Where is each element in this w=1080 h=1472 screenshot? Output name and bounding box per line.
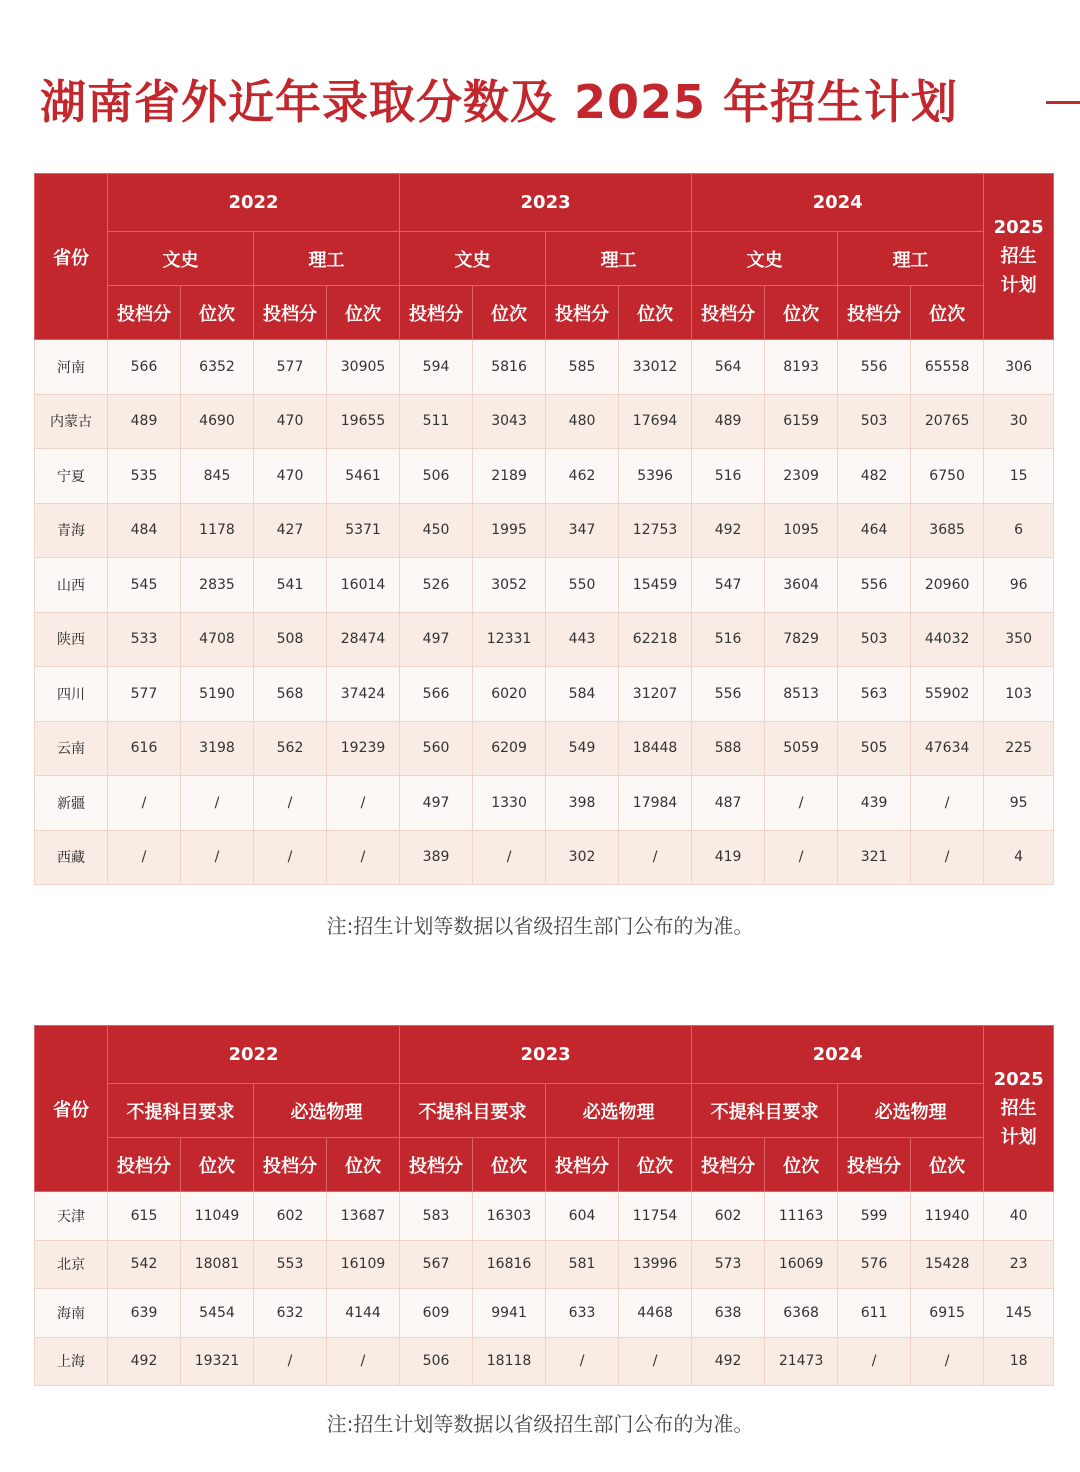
plan-header-line: 招生 [1000,1098,1037,1119]
rank-cell: 28474 [327,612,400,667]
plan-cell: 40 [984,1192,1054,1241]
rank-cell: 55902 [911,667,984,722]
rank-cell: 2189 [473,449,546,504]
rank-cell: 5371 [327,503,400,558]
score-cell: 584 [546,667,619,722]
score-cell: 581 [546,1240,619,1289]
plan-cell: 350 [984,612,1054,667]
metric-header: 投档分 [254,286,327,340]
rank-cell: 7829 [765,612,838,667]
rank-cell: 18448 [619,721,692,776]
score-cell: 550 [546,558,619,613]
metric-header: 投档分 [838,286,911,340]
metric-header: 位次 [765,286,838,340]
score-cell: 492 [692,503,765,558]
rank-cell: 11940 [911,1192,984,1241]
score-cell: 583 [400,1192,473,1241]
score-cell: 566 [400,667,473,722]
rank-cell: 18118 [473,1337,546,1386]
score-cell: 470 [254,394,327,449]
score-cell: 480 [546,394,619,449]
rank-cell: 12331 [473,612,546,667]
score-cell: 526 [400,558,473,613]
rank-cell: 3198 [181,721,254,776]
rank-cell: 6352 [181,340,254,395]
rank-cell: 6915 [911,1289,984,1338]
plan-cell: 23 [984,1240,1054,1289]
table-row [35,449,1054,504]
year-header: 2024 [692,174,984,232]
metric-header: 投档分 [400,1138,473,1192]
plan-header-line: 计划 [1000,275,1037,296]
score-cell: 549 [546,721,619,776]
score-cell: / [546,1337,619,1386]
rank-cell: 33012 [619,340,692,395]
track-header: 文史 [108,232,254,286]
rank-cell: / [473,830,546,885]
score-cell: 497 [400,612,473,667]
score-cell: 556 [838,558,911,613]
table-row [35,1192,1054,1241]
plan-cell: 18 [984,1337,1054,1386]
track-header: 理工 [254,232,400,286]
year-header: 2022 [108,174,400,232]
plan-cell: 103 [984,667,1054,722]
table-row [35,1289,1054,1338]
score-cell: 604 [546,1192,619,1241]
rank-cell: 3043 [473,394,546,449]
province-cell: 内蒙古 [35,394,108,449]
score-cell: 347 [546,503,619,558]
score-cell: 564 [692,340,765,395]
province-cell: 西藏 [35,830,108,885]
province-cell: 山西 [35,558,108,613]
score-cell: 594 [400,340,473,395]
province-cell: 宁夏 [35,449,108,504]
score-cell: 482 [838,449,911,504]
rank-cell: 4144 [327,1289,400,1338]
score-cell: 599 [838,1192,911,1241]
rank-cell: 19321 [181,1337,254,1386]
rank-cell: 1178 [181,503,254,558]
score-cell: 577 [254,340,327,395]
rank-cell: 4690 [181,394,254,449]
rank-cell: 6159 [765,394,838,449]
score-cell: 615 [108,1192,181,1241]
rank-cell: / [619,830,692,885]
province-cell: 青海 [35,503,108,558]
score-cell: / [108,776,181,831]
rank-cell: 15459 [619,558,692,613]
score-cell: 588 [692,721,765,776]
score-cell: 439 [838,776,911,831]
rank-cell: 31207 [619,667,692,722]
rank-cell: 4708 [181,612,254,667]
score-cell: 489 [108,394,181,449]
score-cell: 567 [400,1240,473,1289]
province-header: 省份 [35,174,108,340]
table-row [35,1337,1054,1386]
score-table-2 [34,1025,1054,1386]
metric-header: 位次 [911,286,984,340]
rank-cell: 16069 [765,1240,838,1289]
footnote: 注:招生计划等数据以省级招生部门公布的为准。 [326,914,754,938]
score-cell: 638 [692,1289,765,1338]
plan-cell: 6 [984,503,1054,558]
rank-cell: / [765,830,838,885]
rank-cell: 1995 [473,503,546,558]
score-cell: 639 [108,1289,181,1338]
table-body [35,340,1054,885]
plan-cell: 15 [984,449,1054,504]
track-header: 必选物理 [838,1084,984,1138]
plan-cell: 95 [984,776,1054,831]
rank-cell: 9941 [473,1289,546,1338]
plan-cell: 96 [984,558,1054,613]
title-rule [1046,101,1080,104]
rank-cell: 3685 [911,503,984,558]
metric-header: 位次 [473,1138,546,1192]
rank-cell: 16816 [473,1240,546,1289]
rank-cell: 5190 [181,667,254,722]
score-cell: 560 [400,721,473,776]
track-header: 不提科目要求 [108,1084,254,1138]
plan-header-line: 2025 [993,217,1044,238]
rank-cell: 6750 [911,449,984,504]
metric-header: 位次 [619,1138,692,1192]
plan-cell: 306 [984,340,1054,395]
table-row [35,503,1054,558]
rank-cell: 1330 [473,776,546,831]
score-cell: 563 [838,667,911,722]
footnote: 注:招生计划等数据以省级招生部门公布的为准。 [326,1412,754,1436]
rank-cell: 19239 [327,721,400,776]
rank-cell: 16303 [473,1192,546,1241]
rank-cell: 8513 [765,667,838,722]
score-cell: 398 [546,776,619,831]
metric-header: 投档分 [108,1138,181,1192]
metric-header: 位次 [619,286,692,340]
track-header: 必选物理 [546,1084,692,1138]
metric-header: 位次 [327,1138,400,1192]
score-cell: 489 [692,394,765,449]
metric-header: 位次 [473,286,546,340]
plan-header-line: 2025 [993,1069,1044,1090]
rank-cell: 845 [181,449,254,504]
rank-cell: 11754 [619,1192,692,1241]
score-cell: 556 [692,667,765,722]
score-cell: / [838,1337,911,1386]
score-cell: / [108,830,181,885]
score-cell: 503 [838,612,911,667]
metric-header: 投档分 [692,286,765,340]
score-cell: 568 [254,667,327,722]
score-cell: 464 [838,503,911,558]
score-cell: 511 [400,394,473,449]
score-cell: 602 [692,1192,765,1241]
metric-header: 投档分 [254,1138,327,1192]
rank-cell: 16109 [327,1240,400,1289]
rank-cell: 11049 [181,1192,254,1241]
rank-cell: 5461 [327,449,400,504]
score-cell: 602 [254,1192,327,1241]
metric-header: 位次 [765,1138,838,1192]
rank-cell: 37424 [327,667,400,722]
rank-cell: 5396 [619,449,692,504]
rank-cell: 20765 [911,394,984,449]
track-header: 不提科目要求 [692,1084,838,1138]
score-cell: 506 [400,449,473,504]
rank-cell: 12753 [619,503,692,558]
score-cell: 497 [400,776,473,831]
plan-cell: 4 [984,830,1054,885]
score-cell: / [254,830,327,885]
rank-cell: 1095 [765,503,838,558]
rank-cell: / [181,830,254,885]
rank-cell: 13687 [327,1192,400,1241]
rank-cell: 3052 [473,558,546,613]
rank-cell: 13996 [619,1240,692,1289]
rank-cell: 8193 [765,340,838,395]
table-body [35,1192,1054,1386]
province-cell: 天津 [35,1192,108,1241]
metric-header: 位次 [181,1138,254,1192]
rank-cell: 65558 [911,340,984,395]
plan-header-line: 招生 [1000,246,1037,267]
score-cell: 505 [838,721,911,776]
score-cell: 556 [838,340,911,395]
score-cell: 503 [838,394,911,449]
score-cell: 541 [254,558,327,613]
score-cell: / [254,776,327,831]
metric-header: 投档分 [108,286,181,340]
rank-cell: 5816 [473,340,546,395]
score-cell: 633 [546,1289,619,1338]
score-cell: 585 [546,340,619,395]
rank-cell: 18081 [181,1240,254,1289]
score-cell: 542 [108,1240,181,1289]
score-cell: 302 [546,830,619,885]
score-cell: 508 [254,612,327,667]
rank-cell: / [327,776,400,831]
track-header: 理工 [838,232,984,286]
rank-cell: / [911,1337,984,1386]
rank-cell: / [911,830,984,885]
score-cell: 492 [692,1337,765,1386]
rank-cell: 2309 [765,449,838,504]
province-cell: 上海 [35,1337,108,1386]
score-cell: 484 [108,503,181,558]
plan-cell: 225 [984,721,1054,776]
rank-cell: 21473 [765,1337,838,1386]
track-header: 必选物理 [254,1084,400,1138]
plan-header-line: 计划 [1000,1127,1037,1148]
score-cell: 577 [108,667,181,722]
rank-cell: 47634 [911,721,984,776]
metric-header: 位次 [911,1138,984,1192]
table-row [35,830,1054,885]
rank-cell: 19655 [327,394,400,449]
score-cell: 487 [692,776,765,831]
plan-cell: 30 [984,394,1054,449]
rank-cell: 20960 [911,558,984,613]
score-cell: 609 [400,1289,473,1338]
score-cell: 576 [838,1240,911,1289]
rank-cell: 44032 [911,612,984,667]
table-row [35,558,1054,613]
rank-cell: / [619,1337,692,1386]
rank-cell: 11163 [765,1192,838,1241]
province-cell: 新疆 [35,776,108,831]
score-cell: 321 [838,830,911,885]
score-cell: 545 [108,558,181,613]
score-cell: 616 [108,721,181,776]
rank-cell: 62218 [619,612,692,667]
score-cell: 443 [546,612,619,667]
rank-cell: 5059 [765,721,838,776]
track-header: 不提科目要求 [400,1084,546,1138]
score-cell: 553 [254,1240,327,1289]
rank-cell: 17984 [619,776,692,831]
metric-header: 投档分 [692,1138,765,1192]
score-cell: 516 [692,449,765,504]
rank-cell: 30905 [327,340,400,395]
score-cell: 462 [546,449,619,504]
track-header: 理工 [546,232,692,286]
rank-cell: / [327,830,400,885]
rank-cell: 17694 [619,394,692,449]
year-header: 2024 [692,1026,984,1084]
rank-cell: / [327,1337,400,1386]
score-cell: 516 [692,612,765,667]
province-cell: 陕西 [35,612,108,667]
year-header: 2022 [108,1026,400,1084]
province-cell: 北京 [35,1240,108,1289]
metric-header: 位次 [327,286,400,340]
province-cell: 云南 [35,721,108,776]
rank-cell: 6020 [473,667,546,722]
plan-header [984,1026,1054,1192]
rank-cell: 2835 [181,558,254,613]
rank-cell: / [911,776,984,831]
province-cell: 河南 [35,340,108,395]
score-cell: 611 [838,1289,911,1338]
score-cell: 573 [692,1240,765,1289]
table-row [35,340,1054,395]
metric-header: 投档分 [400,286,473,340]
rank-cell: 16014 [327,558,400,613]
rank-cell: / [181,776,254,831]
score-cell: 562 [254,721,327,776]
province-cell: 海南 [35,1289,108,1338]
score-cell: 419 [692,830,765,885]
year-header: 2023 [400,174,692,232]
score-cell: 450 [400,503,473,558]
score-cell: 506 [400,1337,473,1386]
rank-cell: 6209 [473,721,546,776]
page-title: 湖南省外近年录取分数及 2025 年招生计划 [40,75,959,129]
table-row [35,394,1054,449]
score-cell: 566 [108,340,181,395]
score-cell: 632 [254,1289,327,1338]
table-row [35,667,1054,722]
score-table-1 [34,173,1054,885]
province-cell: 四川 [35,667,108,722]
province-header: 省份 [35,1026,108,1192]
plan-header [984,174,1054,340]
track-header: 文史 [400,232,546,286]
rank-cell: 5454 [181,1289,254,1338]
score-cell: 535 [108,449,181,504]
score-cell: 470 [254,449,327,504]
metric-header: 投档分 [546,1138,619,1192]
metric-header: 投档分 [546,286,619,340]
table-row [35,721,1054,776]
metric-header: 投档分 [838,1138,911,1192]
rank-cell: / [765,776,838,831]
score-cell: 492 [108,1337,181,1386]
table-row [35,612,1054,667]
score-cell: 547 [692,558,765,613]
score-cell: 427 [254,503,327,558]
rank-cell: 3604 [765,558,838,613]
rank-cell: 4468 [619,1289,692,1338]
track-header: 文史 [692,232,838,286]
table-row [35,776,1054,831]
metric-header: 位次 [181,286,254,340]
plan-cell: 145 [984,1289,1054,1338]
score-cell: 533 [108,612,181,667]
year-header: 2023 [400,1026,692,1084]
score-cell: / [254,1337,327,1386]
rank-cell: 15428 [911,1240,984,1289]
rank-cell: 6368 [765,1289,838,1338]
score-cell: 389 [400,830,473,885]
table-row [35,1240,1054,1289]
